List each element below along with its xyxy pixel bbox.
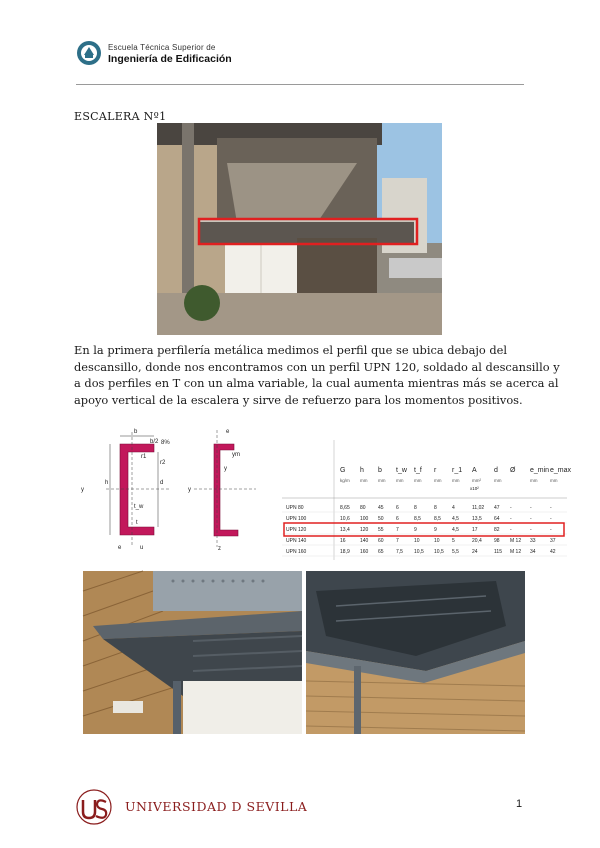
table-row-name: UPN 80 (286, 505, 304, 511)
table-cell: 42 (550, 549, 556, 555)
table-cell: 60 (378, 538, 384, 544)
table-cell: 20,4 (472, 538, 482, 544)
diagram-label-r2: r2 (160, 460, 166, 466)
table-cell: - (550, 516, 552, 522)
table-cell: 37 (550, 538, 556, 544)
table-unit-cell: mm (434, 478, 442, 483)
table-cell: 34 (530, 549, 536, 555)
diagram-label-h: h (105, 480, 109, 486)
table-cell: - (510, 527, 512, 533)
table-unit-cell: mm (530, 478, 538, 483)
institution-line-2: Ingeniería de Edificación (108, 53, 232, 65)
page-number: 1 (516, 798, 523, 810)
table-row-name: UPN 120 (286, 527, 307, 533)
diagram-label-e: e (118, 545, 122, 551)
table-unit-cell: mm (378, 478, 386, 483)
table-unit-cell: mm (550, 478, 558, 483)
table-cell: 24 (472, 549, 478, 555)
table-cell: 16 (340, 538, 346, 544)
table-cell: 140 (360, 538, 369, 544)
table-cell: - (510, 516, 512, 522)
table-header-cell: e_max (550, 467, 572, 474)
diagram-label-ym: ym (232, 452, 240, 458)
t-profile-photo (306, 571, 525, 734)
table-row-name: UPN 100 (286, 516, 307, 522)
stair-photo (157, 123, 442, 335)
table-header-cell: G (340, 467, 346, 474)
table-cell: 8 (434, 505, 437, 511)
table-cell: 80 (360, 505, 366, 511)
table-cell: 7 (396, 527, 399, 533)
table-cell: 17 (472, 527, 478, 533)
table-cell: 160 (360, 549, 369, 555)
table-cell: 8,5 (434, 516, 441, 522)
table-units (340, 478, 558, 483)
upn-profile-table (282, 440, 572, 560)
header-divider (76, 84, 524, 85)
table-cell: 4,5 (452, 516, 459, 522)
table-row-name: UPN 140 (286, 538, 307, 544)
table-cell: - (530, 516, 532, 522)
table-cell: 33 (530, 538, 536, 544)
table-cell: - (550, 505, 552, 511)
table-cell: 45 (378, 505, 384, 511)
diagram-label-d: d (160, 480, 164, 486)
table-cell: 100 (360, 516, 369, 522)
table-cell: 47 (494, 505, 500, 511)
table-cell: 6 (396, 505, 399, 511)
table-cell: 9 (434, 527, 437, 533)
table-cell: 4,5 (452, 527, 459, 533)
upn-underside-photo (83, 571, 302, 734)
table-cell: 82 (494, 527, 500, 533)
table-cell: 6 (396, 516, 399, 522)
table-header-cell: d (494, 467, 498, 474)
table-cell: 98 (494, 538, 500, 544)
diagram-label-angle: 8% (161, 440, 170, 446)
table-cell: - (530, 527, 532, 533)
table-unit-cell: mm² (472, 478, 481, 483)
table-cell: - (550, 527, 552, 533)
table-header (340, 467, 572, 474)
table-cell: 64 (494, 516, 500, 522)
table-cell: 50 (378, 516, 384, 522)
description-paragraph (74, 342, 560, 408)
upn-profile-diagram (76, 422, 266, 557)
diagram-label-z: z (218, 546, 221, 552)
table-header-cell: A (472, 467, 477, 474)
diagram-label-r1: r1 (141, 454, 147, 460)
table-header-cell: r_1 (452, 467, 463, 474)
table-cell: 13,5 (472, 516, 482, 522)
diagram-label-y: y (81, 487, 84, 493)
table-cell: 10,5 (434, 549, 444, 555)
table-unit-cell: mm (494, 478, 502, 483)
table-cell: 65 (378, 549, 384, 555)
table-unit-cell: mm (396, 478, 404, 483)
table-unit-cell: mm (452, 478, 460, 483)
paragraph-line: apoyo vertical de la escalera y sirve de refuerzo para los momentos positivos. (74, 392, 523, 407)
table-header-cell: r (434, 467, 437, 474)
table-cell: 120 (360, 527, 369, 533)
table-cell: 13,4 (340, 527, 350, 533)
table-unit-note: x10² (470, 486, 479, 491)
diagram-label-tw: t_w (134, 504, 144, 510)
diagram-label-b: b (134, 429, 138, 435)
table-cell: 10 (434, 538, 440, 544)
table-header-cell: h (360, 467, 364, 474)
table-cell: 7,5 (396, 549, 403, 555)
school-logo-icon (76, 40, 102, 66)
diagram-label-t: t (136, 520, 138, 526)
table-cell: 11,02 (472, 505, 485, 511)
university-seal-icon (74, 788, 114, 826)
table-cell: 8,65 (340, 505, 350, 511)
table-cell: 55 (378, 527, 384, 533)
table-unit-cell: mm (360, 478, 368, 483)
diagram-label-halfb: b/2 (150, 439, 159, 445)
table-cell: 10 (414, 538, 420, 544)
diagram-label-e2: e (226, 429, 230, 435)
table-cell: 10,5 (414, 549, 424, 555)
table-cell: 10,6 (340, 516, 350, 522)
institution-line-1: Escuela Técnica Superior de (108, 43, 216, 52)
table-cell: 5 (452, 538, 455, 544)
table-header-cell: t_w (396, 467, 407, 474)
section-title: ESCALERA Nº1 (74, 110, 167, 123)
table-cell: 8 (414, 505, 417, 511)
paragraph-line: a dos perfiles en T con un alma variable, la cual aumenta mientras más se acerca al (74, 376, 559, 391)
table-cell: 9 (414, 527, 417, 533)
table-cell: 4 (452, 505, 455, 511)
table-body (282, 505, 567, 556)
diagram-label-y2: y (188, 487, 191, 493)
table-cell: - (530, 505, 532, 511)
diagram-label-u: u (140, 545, 144, 551)
table-cell: 8,5 (414, 516, 421, 522)
university-name: UNIVERSIDAD D SEVILLA (125, 799, 308, 814)
table-cell: - (510, 505, 512, 511)
table-header-cell: Ø (510, 467, 516, 474)
paragraph-line: En la primera perfilería metálica medimos el perfil que se ubica debajo del (74, 343, 508, 357)
table-row-name: UPN 160 (286, 549, 307, 555)
paragraph-line: descansillo, donde nos encontramos con un perfil UPN 120, soldado al descansillo y (74, 359, 560, 374)
table-cell: 7 (396, 538, 399, 544)
table-cell: 18,9 (340, 549, 350, 555)
table-unit-cell: kg/m (340, 478, 350, 483)
table-cell: M 12 (510, 538, 522, 544)
table-header-cell: t_f (414, 467, 422, 474)
table-header-cell: b (378, 467, 382, 474)
table-header-cell: e_min (530, 467, 550, 474)
table-cell: M 12 (510, 549, 522, 555)
table-cell: 5,5 (452, 549, 459, 555)
table-unit-cell: mm (414, 478, 422, 483)
table-cell: 115 (494, 549, 502, 555)
diagram-label-y3: y (224, 466, 227, 472)
